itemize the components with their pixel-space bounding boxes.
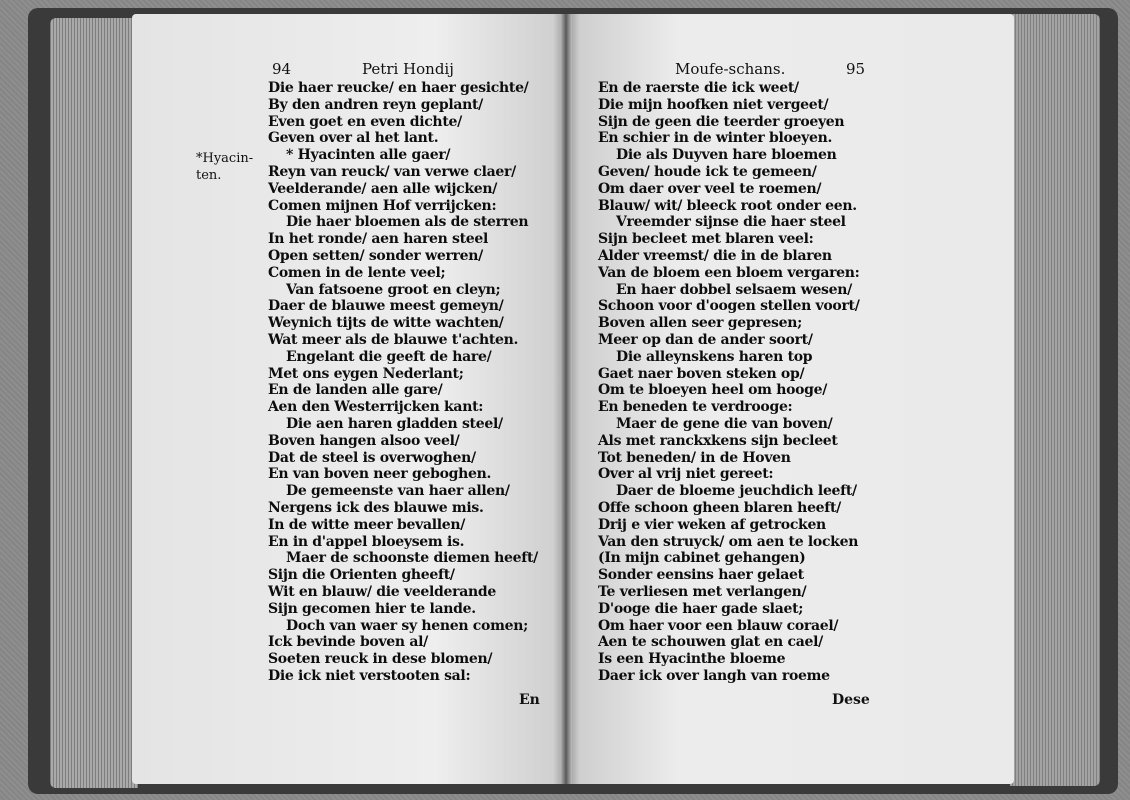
verse-line: Sijn gecomen hier te lande. [268, 600, 476, 617]
verse-line: Comen in de lente veel; [268, 264, 446, 281]
verse-line: Daer ick over langh van roeme [598, 667, 830, 684]
verse-line: Die ick niet verstooten sal: [268, 667, 471, 684]
verse-line: Die alleynskens haren top [616, 348, 813, 365]
verse-line: Die aen haren gladden steel/ [286, 415, 503, 432]
verse-line: Schoon voor d'oogen stellen voort/ [598, 298, 860, 315]
verse-line: Even goet en even dichte/ [268, 113, 462, 130]
verse-line: Blauw/ wit/ bleeck root onder een. [598, 197, 857, 214]
verse-line: Boven allen seer gepresen; [598, 315, 802, 332]
verse-line: Geven over al het lant. [268, 130, 439, 147]
verse-line: Sijn de geen die teerder groeyen [598, 113, 845, 130]
verse-line: D'ooge die haer gade slaet; [598, 600, 804, 617]
verse-line: Dat de steel is overwoghen/ [268, 449, 476, 466]
verse-line: Wit en blauw/ die veelderande [268, 583, 496, 600]
left-running-head: Petri Hondij [362, 60, 454, 78]
verse-line: Engelant die geeft de hare/ [286, 348, 492, 365]
verse-line: Daer de bloeme jeuchdich leeft/ [616, 483, 857, 500]
margin-note-line: ten. [196, 168, 222, 183]
verse-line: Daer de blauwe meest gemeyn/ [268, 298, 504, 315]
verse-line: By den andren reyn geplant/ [268, 96, 483, 113]
right-page-number: 95 [846, 60, 866, 78]
verse-line: Die haer reucke/ en haer gesichte/ [268, 80, 529, 96]
verse-line: Om daer over veel te roemen/ [598, 180, 822, 197]
right-catchword: Dese [832, 692, 870, 708]
verse-line: Die mijn hoofken niet vergeet/ [598, 96, 829, 113]
verse-line: En haer dobbel selsaem wesen/ [616, 281, 852, 298]
right-running-head: Moufe-schans. [675, 60, 786, 78]
left-catchword: En [519, 692, 540, 708]
verse-line: Maer de schoonste diemen heeft/ [286, 550, 538, 567]
verse-line: Boven hangen alsoo veel/ [268, 432, 460, 449]
verse-line: Van de bloem een bloem vergaren: [598, 264, 860, 281]
verse-line: In de witte meer bevallen/ [268, 516, 466, 533]
verse-line: Die haer bloemen als de sterren [286, 214, 529, 231]
verse-line: Over al vrij niet gereet: [598, 466, 774, 483]
verse-line: Open setten/ sonder werren/ [268, 247, 483, 264]
verse-line: Drij e vier weken af getrocken [598, 516, 826, 533]
verse-line: En van boven neer geboghen. [268, 466, 492, 483]
verse-line: Die als Duyven hare bloemen [616, 147, 837, 164]
verse-line: Reyn van reuck/ van verwe claer/ [268, 163, 516, 180]
verse-line: Vreemder sijnse die haer steel [616, 214, 846, 231]
verse-line: Soeten reuck in dese blomen/ [268, 651, 493, 668]
verse-line: (In mijn cabinet gehangen) [598, 550, 806, 567]
verse-line: In het ronde/ aen haren steel [268, 231, 489, 248]
verse-line: Weynich tijts de witte wachten/ [268, 315, 504, 332]
verse-line: Offe schoon gheen blaren heeft/ [598, 499, 841, 516]
verse-line: En schier in de winter bloeyen. [598, 130, 833, 147]
verse-line: Van den struyck/ om aen te locken [598, 533, 859, 550]
verse-line: Te verliesen met verlangen/ [598, 583, 807, 600]
verse-line: Comen mijnen Hof verrijcken: [268, 197, 497, 214]
page-edges-right [1010, 14, 1100, 786]
verse-line: En de raerste die ick weet/ [598, 80, 799, 96]
verse-line: Sonder eensins haer gelaet [598, 567, 804, 584]
verse-line: Aen te schouwen glat en cael/ [598, 634, 823, 651]
verse-line: Tot beneden/ in de Hoven [598, 449, 791, 466]
verse-line: Gaet naer boven steken op/ [598, 365, 805, 382]
verse-line: Om te bloeyen heel om hooge/ [598, 382, 828, 399]
verse-line: En in d'appel bloeysem is. [268, 533, 465, 550]
verse-line: Aen den Westerrijcken kant: [268, 399, 484, 416]
verse-line: Geven/ houde ick te gemeen/ [598, 163, 817, 180]
right-verse-text [598, 80, 860, 685]
verse-line: Sijn becleet met blaren veel: [598, 231, 814, 248]
margin-note-line: *Hyacin- [196, 151, 254, 166]
verse-line: Doch van waer sy henen comen; [286, 617, 528, 634]
verse-line: Meer op dan de ander soort/ [598, 331, 813, 348]
verse-line: En de landen alle gare/ [268, 382, 443, 399]
verse-line: Maer de gene die van boven/ [616, 415, 833, 432]
verse-line: * Hyacinten alle gaer/ [286, 147, 451, 164]
left-page-number: 94 [272, 60, 292, 78]
verse-line: Als met ranckxkens sijn becleet [598, 432, 838, 449]
verse-line: Wat meer als de blauwe t'achten. [268, 331, 519, 348]
margin-note [196, 150, 253, 184]
verse-line: Van fatsoene groot en cleyn; [286, 281, 501, 298]
verse-line: Sijn die Orienten gheeft/ [268, 567, 455, 584]
verse-line: Is een Hyacinthe bloeme [598, 651, 786, 668]
verse-line: Ick bevinde boven al/ [268, 634, 428, 651]
verse-line: Veelderande/ aen alle wijcken/ [268, 180, 498, 197]
verse-line: Met ons eygen Nederlant; [268, 365, 464, 382]
verse-line: Nergens ick des blauwe mis. [268, 499, 484, 516]
verse-line: Alder vreemst/ die in de blaren [598, 247, 832, 264]
verse-line: En beneden te verdrooge: [598, 399, 793, 416]
left-verse-text [268, 80, 538, 685]
book-gutter [560, 14, 572, 784]
page-edges-left [50, 18, 138, 788]
verse-line: De gemeenste van haer allen/ [286, 483, 510, 500]
verse-line: Om haer voor een blauw corael/ [598, 617, 839, 634]
